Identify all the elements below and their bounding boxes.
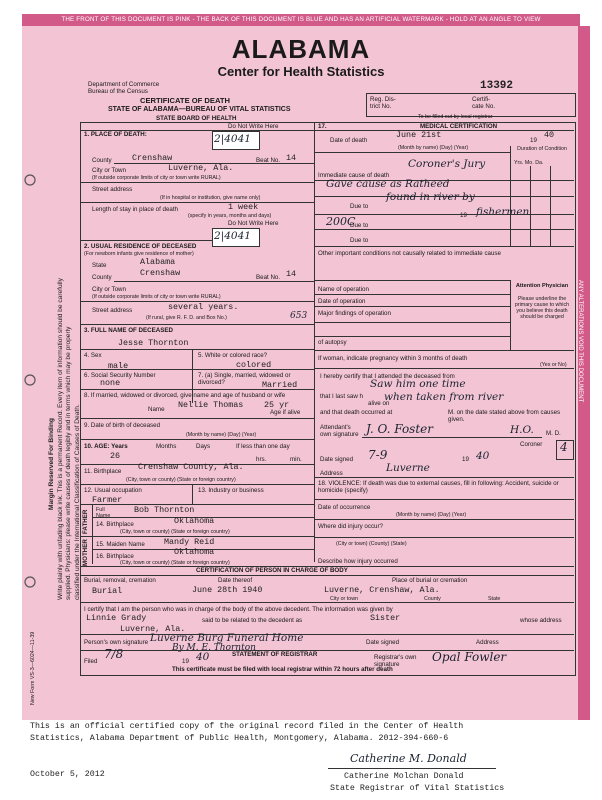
filed-year-prefix: 19: [182, 658, 189, 665]
rule: [314, 368, 574, 369]
persons-signature-label: Person's own signature: [84, 639, 149, 646]
attendant-signature: J. O. Foster: [366, 422, 433, 436]
min-label: min.: [290, 456, 302, 463]
punch-hole-icon: [25, 375, 35, 385]
duration-label: Duration of Condition: [517, 146, 567, 152]
rule: [314, 229, 574, 230]
whose-address-label: whose address: [520, 617, 562, 624]
rule: [314, 306, 510, 307]
mother-label: MOTHER: [82, 539, 89, 566]
cause-line-1: Coroner's Jury: [408, 158, 486, 170]
agency-title: ALABAMA: [231, 34, 371, 64]
if-less-label: If less than one day: [236, 443, 290, 450]
attended-line-1: Saw him one time: [370, 378, 466, 390]
ssn-value: none: [100, 378, 121, 388]
dept-line: Bureau of the Census: [88, 88, 148, 95]
street-address-label: Street address: [92, 186, 133, 193]
length-of-stay-label: Length of stay in place of death: [92, 206, 178, 213]
column-divider: [314, 122, 315, 562]
date-signed-label: Date signed: [320, 456, 354, 463]
date-signed-value: 7-9: [368, 448, 388, 462]
attention-physician-label: Attention Physician: [515, 283, 569, 289]
rule: [314, 477, 574, 478]
birthplace-value: Crenshaw County, Ala.: [138, 462, 244, 472]
rule: [80, 369, 314, 370]
spouse-name-label: Name: [148, 406, 165, 413]
date-signed-year: 40: [476, 450, 490, 462]
punch-hole-icon: [25, 175, 35, 185]
margin-binding-note: Margin Reserved For Binding: [48, 418, 55, 510]
operation-name-label: Name of operation: [318, 286, 369, 293]
city-value: Luverne, Ala.: [168, 163, 234, 173]
rule: [314, 246, 574, 247]
rule: [80, 240, 212, 241]
color-label: 5. White or colored race?: [198, 352, 268, 359]
certificate-number: 13392: [480, 80, 514, 92]
birthplace-note: (City, town or county) (State or foreign country): [126, 477, 236, 483]
form-board: STATE BOARD OF HEALTH: [156, 115, 237, 122]
state-registrar-name: Catherine Molchan Donald: [344, 772, 464, 781]
father-name: Bob Thornton: [134, 505, 195, 515]
relation-value: Sister: [370, 613, 401, 623]
rule: [80, 349, 314, 350]
to-be-filled-note: To be filled out by local registrar: [418, 114, 493, 120]
margin-instruction-line: supplied. Physicians: please write causes of death legibly and in terms which may be properly: [65, 326, 73, 600]
alive-on-label: alive on: [368, 400, 390, 407]
residence-county-label: County: [92, 274, 112, 281]
code-1: 2|4041: [214, 133, 251, 145]
due-to-label-3: Due to: [350, 237, 369, 244]
state-registrar-title: State Registrar of Vital Statistics: [330, 784, 505, 793]
county-value: Crenshaw: [132, 153, 173, 163]
hrs-label: hrs.: [256, 456, 267, 463]
residence-beat: 14: [286, 269, 297, 279]
ssn-label: 6. Social Security Number: [84, 372, 156, 379]
usual-residence-label: 2. USUAL RESIDENCE OF DECEASED: [84, 243, 197, 250]
full-name-value: Jesse Thornton: [118, 338, 189, 348]
code-2: 2|4041: [214, 230, 251, 242]
rule: [362, 437, 542, 438]
residence-county: Crenshaw: [140, 268, 181, 278]
must-be-filed-note: This certificate must be filed with local registrar within 72 hours after death: [172, 666, 393, 673]
date-of-death-label: Date of death: [330, 137, 368, 144]
last-saw-label: that I last saw h: [320, 393, 363, 400]
certified-copy-line-1: This is an official certified copy of the original record filed in the Center of Health: [30, 722, 464, 731]
due-to-label-2: Due to: [350, 222, 369, 229]
residence-state: Alabama: [140, 257, 176, 267]
rural-note: (If rural, give R. F. D. and Box No.): [146, 315, 227, 321]
medical-certification-label: MEDICAL CERTIFICATION: [420, 123, 498, 130]
do-not-write-label-2: Do Not Write Here: [228, 220, 279, 227]
m-on-date-label: M. on the date stated above from causes given.: [448, 409, 561, 424]
registrar-signature: Opal Fowler: [432, 650, 507, 664]
residence-city-label: City or Town: [92, 286, 126, 293]
place-of-burial-label: Place of burial or cremation: [392, 577, 468, 584]
occurrence-format: (Month by name) (Day) (Year): [396, 512, 467, 518]
beat-no-label: Beat No.: [256, 157, 281, 164]
rule: [80, 439, 314, 440]
form-number: New Form VS-3—6024—11-39: [30, 631, 36, 705]
persons-signature: Luverne Burg Funeral Home: [150, 632, 304, 644]
issue-date: October 5, 2012: [30, 770, 105, 779]
cause-line-2: Gave cause as Ratheed: [326, 178, 450, 190]
burial-value: Burial: [92, 586, 123, 596]
marital-label: 7. (a) Single, married, widowed or divorced?: [198, 372, 291, 387]
attended-line-2: when taken from river: [384, 391, 504, 403]
rule: [314, 350, 574, 351]
date-occurrence-label: Date of occurrence: [318, 504, 371, 511]
rule: [80, 324, 314, 325]
rule: [114, 281, 314, 282]
dob-format: (Month by name) (Day) (Year): [186, 432, 257, 438]
margin-instruction-line: classified under the International Classification of Causes of Death.: [73, 404, 81, 600]
security-banner: THE FRONT OF THIS DOCUMENT IS PINK - THE BACK OF THIS DOCUMENT IS BLUE AND HAS AN ARTIFICIAL WATERMARK - HOLD AT AN ANGLE TO VIEW: [22, 14, 580, 26]
margin-number: 653: [290, 311, 308, 321]
age-if-alive-label: Age if alive: [270, 409, 301, 416]
death-date-format: (Month by name) (Day) (Year): [398, 145, 469, 151]
spouse-label: 8. If married, widowed or divorced, give name and age of husband or wife: [84, 392, 286, 399]
major-findings-label: Major findings of operation: [318, 310, 391, 317]
rule: [80, 182, 314, 183]
rule: [80, 418, 314, 419]
burial-label: Burial, removal, cremation: [84, 577, 156, 584]
state-label: State: [92, 262, 107, 269]
spouse-name: Nellie Thomas: [178, 400, 244, 410]
dept-line: Department of Commerce: [88, 81, 160, 88]
md-label: M. D.: [546, 430, 561, 437]
rule: [314, 519, 574, 520]
injury-place-format: (City or town) (County) (State): [336, 541, 407, 547]
city-note: (If outside corporate limits of city or town write RURAL): [92, 175, 221, 181]
filed-year: 40: [196, 651, 210, 663]
column-divider: [530, 166, 531, 246]
sex-label: 4. Sex: [84, 352, 102, 359]
date-signed-year-prefix: 19: [462, 456, 469, 463]
months-label: Months: [156, 443, 177, 450]
date-of-death-value: June 21st: [396, 130, 442, 140]
father-birthplace-label: 14. Birthplace: [96, 521, 134, 528]
punch-hole-marks: [20, 170, 50, 610]
person-address-label: Address: [476, 639, 499, 646]
burial-place-value: Luverne, Crenshaw, Ala.: [324, 585, 440, 595]
cause-code: 200C: [326, 215, 356, 228]
death-occurred-label: and that death occurred at: [320, 409, 393, 416]
beat-value: 14: [286, 153, 297, 163]
i-hereby-label: I hereby certify that I attended the deceased from: [320, 373, 455, 380]
mother-birthplace: Oklahoma: [174, 547, 215, 557]
pregnancy-label: If woman, indicate pregnancy within 3 months of death: [318, 355, 468, 362]
father-full-name-label: Full Name: [96, 507, 111, 520]
immediate-cause-label: Immediate cause of death: [318, 172, 390, 179]
operation-date-label: Date of operation: [318, 298, 366, 305]
age-label: 10. AGE: Years: [84, 443, 128, 450]
residence-street-label: Street address: [92, 307, 133, 314]
burial-date-value: June 28th 1940: [192, 585, 263, 595]
rule: [314, 336, 510, 337]
dob-label: 9. Date of birth of deceased: [84, 422, 161, 429]
length-note: (specify in years, months and days): [188, 213, 272, 219]
informant-address: Luverne, Ala.: [120, 624, 186, 634]
rule: [314, 280, 510, 281]
agency-subtitle: Center for Health Statistics: [217, 64, 385, 79]
describe-injury-label: Describe how injury occurred: [318, 558, 398, 565]
burial-state-label: State: [488, 596, 501, 602]
registrars-signature-label: Registrar's own signature: [374, 654, 417, 669]
column-divider: [510, 280, 511, 350]
mother-birthplace-label: 16. Birthplace: [96, 553, 134, 560]
rule: [314, 322, 510, 323]
signature-line: [328, 768, 496, 769]
rule: [314, 152, 510, 153]
yes-no-label: (Yes or No): [540, 362, 567, 368]
column-divider: [550, 166, 551, 246]
burial-county-label: County: [424, 596, 441, 602]
rule: [314, 294, 510, 295]
residence-city-note: (If outside corporate limits of city or town write RURAL): [92, 294, 221, 300]
state-registrar-signature: Catherine M. Donald: [350, 752, 467, 765]
rule: [314, 537, 574, 538]
days-label: Days: [196, 443, 211, 450]
margin-instructions: [48, 0, 82, 700]
duration-units: Yrs. Mo. Da.: [514, 160, 544, 166]
maiden-name-label: 15. Maiden Name: [96, 541, 145, 548]
attention-note: Please underline the primary cause to which you believe this death should be charged: [514, 296, 570, 321]
coroner-number: 4: [560, 440, 568, 454]
rule: [314, 130, 574, 131]
punch-hole-icon: [25, 577, 35, 587]
reg-district-label: Reg. Dis- trict No.: [370, 96, 396, 111]
residence-beat-label: Beat No.: [256, 274, 281, 281]
coroner-label: Coroner: [520, 441, 543, 448]
certified-copy-line-2: Statistics, Alabama Department of Public Health, Montgomery, Alabama. 2012-394-660-6: [30, 734, 449, 743]
hospital-note: (If in hospital or institution, give name only): [160, 195, 261, 201]
occupation-value: Farmer: [92, 495, 123, 505]
full-name-label: 3. FULL NAME OF DECEASED: [84, 327, 173, 334]
person-date-signed-label: Date signed: [366, 639, 400, 646]
usual-residence-note: (For newborn infants give residence of mother): [84, 251, 194, 257]
rule: [80, 484, 314, 485]
persons-signature-2: By M. E. Thornton: [172, 643, 256, 653]
age-value: 26: [110, 451, 121, 461]
form-state-line: STATE OF ALABAMA—BUREAU OF VITAL STATISTICS: [108, 106, 291, 113]
rule: [314, 499, 574, 500]
parents-divider: [92, 504, 93, 564]
length-of-stay-value: 1 week: [228, 202, 259, 212]
attendant-title: H.O.: [510, 424, 534, 436]
birthplace-label: 11. Birthplace: [84, 468, 122, 475]
filed-label: Filed: [84, 658, 98, 665]
color-value: colored: [236, 360, 272, 370]
certificate-no-label: Certifi- cate No.: [472, 96, 496, 111]
rule: [80, 602, 574, 603]
date-thereof-label: Date thereof: [218, 577, 253, 584]
related-label: said to be related to the decedent as: [202, 617, 303, 624]
place-of-death-label: 1. PLACE OF DEATH:: [84, 131, 147, 138]
death-year-prefix: 19: [530, 137, 537, 144]
occupation-label: 12. Usual occupation: [84, 487, 142, 494]
statement-registrar-label: STATEMENT OF REGISTRAR: [232, 651, 318, 658]
spouse-age: 25 yr: [264, 400, 290, 410]
side-security-text: ANY ALTERATIONS VOID THIS DOCUMENT: [577, 280, 583, 403]
rule: [80, 504, 314, 505]
other-conditions-label: Other important conditions not causally related to immediate cause: [318, 250, 501, 257]
father-birthplace: Oklahoma: [174, 516, 215, 526]
mother-birthplace-note: (City, town or county) (State or foreign country): [120, 560, 230, 566]
industry-label: 13. Industry or business: [198, 487, 264, 494]
father-label: FATHER: [82, 509, 89, 534]
rule: [80, 202, 314, 203]
cause-line-3: found in river by: [386, 191, 475, 203]
informant-value: Linnie Grady: [86, 613, 147, 623]
marital-value: Married: [262, 380, 298, 390]
burial-city-label: City or town: [330, 596, 358, 602]
rule: [80, 389, 314, 390]
address-value: Luverne: [386, 462, 430, 474]
column-divider: [192, 484, 193, 504]
due-to-label: Due to: [350, 203, 369, 210]
residence-street: several years.: [168, 302, 239, 312]
father-birthplace-note: (City, town or county) (State or foreign country): [120, 529, 230, 535]
mother-name: Mandy Reid: [164, 537, 215, 547]
certify-person-label: I certify that I am the person who was in charge of the body of the above decedent. The information was given by: [84, 606, 393, 613]
sex-value: male: [108, 361, 129, 371]
address-label: Address: [320, 470, 343, 477]
margin-instruction-line: Write plainly with unfading black ink. This is a permanent Record. Every item of information should be carefully: [56, 278, 64, 600]
county-label: County: [92, 157, 112, 164]
attendants-signature-label: Attendant's own signature: [320, 424, 359, 439]
cause-year-prefix: 19: [460, 212, 467, 219]
filed-month-day: 7/8: [104, 647, 124, 661]
field-17-number: 17.: [318, 123, 327, 130]
form-title: CERTIFICATE OF DEATH: [140, 96, 230, 105]
cause-line-4: fishermen: [476, 206, 530, 218]
death-year: 40: [544, 130, 555, 140]
autopsy-label: of autopsy: [318, 339, 347, 346]
violence-label: 18. VIOLENCE: If death was due to external causes, fill in following: Accident, suicide or homicide (specify): [318, 480, 559, 495]
city-label: City or Town: [92, 167, 126, 174]
rule: [80, 575, 574, 576]
person-in-charge-heading: CERTIFICATION OF PERSON IN CHARGE OF BODY: [196, 567, 348, 574]
where-injury-label: Where did injury occur?: [318, 523, 383, 530]
do-not-write-label: Do Not Write Here: [228, 123, 279, 130]
